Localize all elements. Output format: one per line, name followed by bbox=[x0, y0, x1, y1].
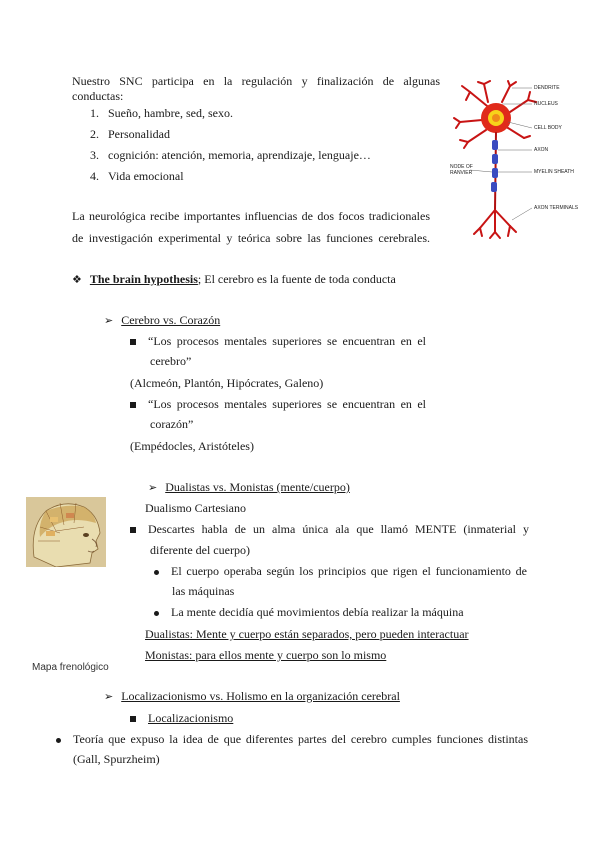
list-item: 2. Personalidad bbox=[90, 127, 170, 141]
brain-hypothesis-text: ; El cerebro es la fuente de toda conducta bbox=[197, 272, 396, 286]
phrenology-caption: Mapa frenológico bbox=[32, 662, 109, 673]
brain-hypothesis-title: The brain hypothesis bbox=[89, 272, 198, 286]
localizacionismo-sub: Localizacionismo bbox=[130, 708, 233, 728]
teoria-line-1: Teoría que expuso la idea de que diferentes partes del cerebro cumples funciones distintas bbox=[56, 729, 528, 749]
label-dendrite: DENDRITE bbox=[534, 85, 560, 91]
circle-bullet-icon bbox=[154, 570, 159, 575]
intro-paragraph-line-1: La neurológica recibe importantes influencias de dos focos tradicionales bbox=[72, 209, 430, 223]
label-myelin: MYELIN SHEATH bbox=[534, 169, 574, 175]
label-axon-terminals: AXON TERMINALS bbox=[534, 205, 579, 211]
label-nucleus: NUCLEUS bbox=[534, 101, 558, 107]
list-item: 4. Vida emocional bbox=[90, 169, 184, 183]
quote-1-line-2: cerebro” bbox=[150, 354, 192, 368]
mente-line: La mente decidía qué movimientos debía realizar la máquina bbox=[154, 602, 464, 622]
neuron-diagram bbox=[450, 80, 579, 240]
phrenology-image bbox=[26, 497, 106, 567]
list-item: 3. cognición: atención, memoria, aprendizaje, lenguaje… bbox=[90, 148, 371, 162]
arrow-bullet-icon: ➢ bbox=[104, 314, 114, 327]
quote-2-line-1: “Los procesos mentales superiores se encuentran en el bbox=[130, 394, 426, 414]
arrow-bullet-icon: ➢ bbox=[148, 481, 158, 494]
descartes-line-1: Descartes habla de un alma única ala que llamó MENTE (inmaterial y bbox=[130, 519, 529, 539]
dualistas-heading: ➢ Dualistas vs. Monistas (mente/cuerpo) bbox=[148, 480, 350, 494]
quote-2-line-2: corazón” bbox=[150, 417, 194, 431]
square-bullet-icon bbox=[130, 527, 136, 533]
arrow-bullet-icon: ➢ bbox=[104, 690, 114, 703]
phrenology-head-illustration bbox=[26, 497, 106, 567]
label-node-of: NODE OF bbox=[450, 164, 473, 170]
localizacionismo-heading: ➢ Localizacionismo vs. Holismo en la organización cerebral bbox=[104, 689, 400, 703]
cerebro-corazon-heading: ➢ Cerebro vs. Corazón bbox=[104, 313, 221, 327]
label-axon: AXON bbox=[534, 147, 549, 153]
intro-line-1: Nuestro SNC participa en la regulación y finalización de algunas bbox=[72, 74, 440, 88]
authors-2: (Empédocles, Aristóteles) bbox=[130, 439, 254, 453]
label-ranvier: RANVIER bbox=[450, 170, 473, 176]
square-bullet-icon bbox=[130, 339, 136, 345]
intro-numbered-list bbox=[90, 103, 371, 187]
teoria-line-2: (Gall, Spurzheim) bbox=[73, 752, 160, 766]
cuerpo-line-2: las máquinas bbox=[172, 584, 235, 598]
cuerpo-line-1: El cuerpo operaba según los principios que rigen el funcionamiento de bbox=[154, 561, 527, 581]
list-item: 1. Sueño, hambre, sed, sexo. bbox=[90, 106, 233, 120]
square-bullet-icon bbox=[130, 402, 136, 408]
circle-bullet-icon bbox=[154, 611, 159, 616]
circle-bullet-icon bbox=[56, 738, 61, 743]
brain-hypothesis-line bbox=[72, 269, 396, 290]
intro-paragraph-line-2: de investigación experimental y teórica sobre las funciones cerebrales. bbox=[72, 231, 430, 245]
diamond-bullet-icon: ❖ bbox=[72, 273, 82, 286]
label-cell-body: CELL BODY bbox=[534, 125, 562, 131]
dualismo-cartesiano: Dualismo Cartesiano bbox=[145, 501, 246, 515]
monistas-definition: Monistas: para ellos mente y cuerpo son lo mismo bbox=[145, 648, 387, 662]
authors-1: (Alcmeón, Plantón, Hipócrates, Galeno) bbox=[130, 376, 324, 390]
descartes-line-2: diferente del cuerpo) bbox=[150, 543, 250, 557]
dualistas-definition: Dualistas: Mente y cuerpo están separados, pero pueden interactuar bbox=[145, 627, 469, 641]
square-bullet-icon bbox=[130, 716, 136, 722]
quote-1-line-1: “Los procesos mentales superiores se encuentran en el bbox=[130, 331, 426, 351]
intro-line-2: conductas: bbox=[72, 89, 124, 103]
